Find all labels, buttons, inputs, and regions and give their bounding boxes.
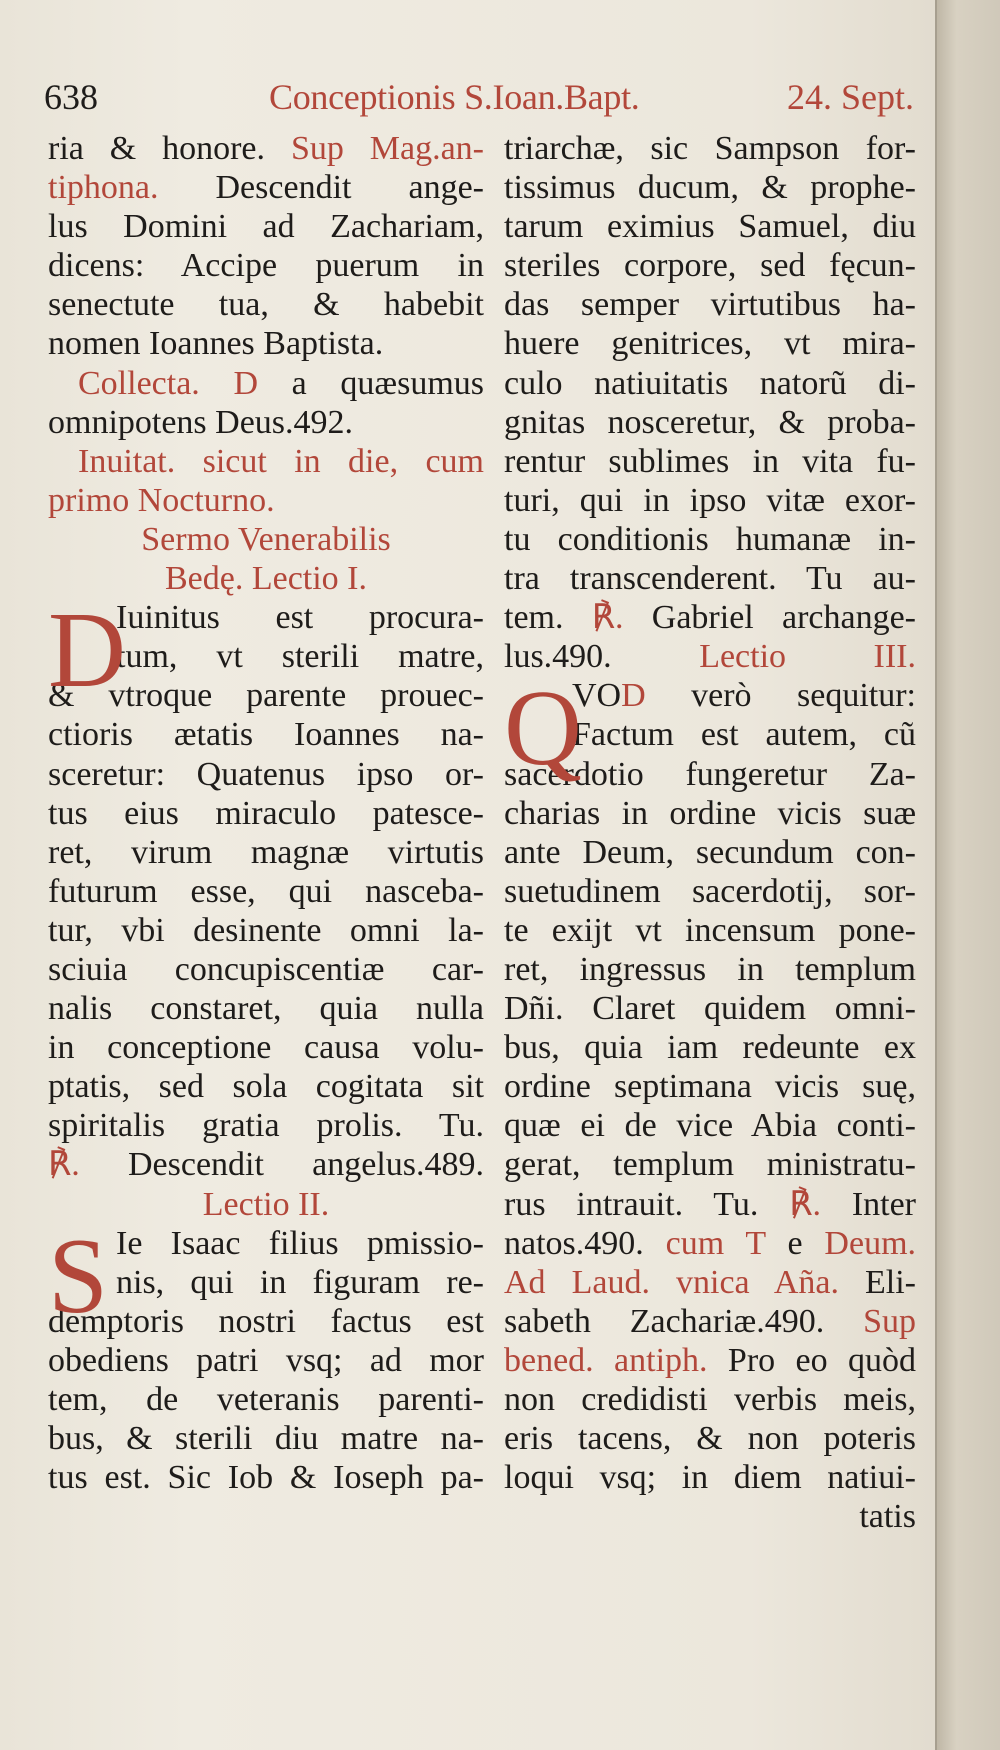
text-line: non credidisti verbis meis,: [504, 1381, 916, 1418]
text-line: turi, qui in ipso vitæ exor-: [504, 481, 916, 519]
text-line: Dñi. Claret quidem omni-: [504, 990, 916, 1028]
text-line: Ie Isaac filius pmissio-: [116, 1224, 484, 1262]
text-line: ordine septimana vicis suę,: [504, 1068, 916, 1106]
lectio-3-block: [504, 669, 917, 1537]
text-line: sacerdotio fungeretur Za-: [504, 755, 916, 793]
page-number: 638: [44, 77, 98, 117]
text-line: rus intrauit. Tu. ℟. Inter: [504, 1185, 916, 1223]
rubric-line: Inuitat. sicut in die, cum: [78, 442, 484, 480]
left-column: [48, 130, 484, 1498]
text-line: eris tacens, & non poteris: [504, 1420, 916, 1458]
rubric-line: Ad Laud. vnica Aña. Eli-: [504, 1263, 917, 1301]
text-line: senectute tua, & habebit: [48, 286, 484, 324]
text-line: VOD verò sequitur:: [572, 677, 916, 715]
text-line: das semper virtutibus ha-: [504, 286, 916, 324]
text-line: tarum eximius Samuel, diu: [504, 208, 916, 246]
text-line: demptoris nostri factus est: [48, 1302, 484, 1340]
text-line: steriles corpore, sed fęcun-: [504, 247, 916, 285]
text-line: lus Domini ad Zachariam,: [48, 208, 484, 246]
text-line: loqui vsq; in diem natiui-: [504, 1459, 916, 1497]
text-line: sciuia concupiscentiæ car-: [48, 950, 484, 988]
text-line: ptatis, sed sola cogitata sit: [48, 1068, 484, 1106]
lectio-heading: Bedę. Lectio I.: [164, 560, 368, 598]
text-line: ctioris ætatis Ioannes na-: [48, 716, 484, 754]
text-line: Iuinitus est procura-: [116, 599, 484, 637]
lectio-1-block: [48, 591, 484, 1185]
text-line: omnipotens Deus.492.: [48, 403, 354, 441]
sermon-heading: Sermo Venerabilis: [141, 520, 391, 558]
lectio-heading: Lectio II.: [202, 1185, 330, 1223]
text-line: & vtroque parente prouec-: [48, 677, 484, 715]
text-line: ℟. Descendit angelus.489.: [48, 1146, 484, 1184]
text-line: tum, vt sterili matre,: [116, 638, 484, 676]
text-line: gnitas nosceretur, & proba-: [504, 403, 916, 441]
rubric-line: primo Nocturno.: [48, 481, 275, 519]
text-line: spiritalis gratia prolis. Tu.: [48, 1107, 484, 1145]
text-line: gerat, templum ministratu-: [504, 1146, 916, 1184]
running-title: Conceptionis S.Ioan.Bapt.: [269, 77, 640, 117]
rubric-line: Collecta. D a quæsumus: [78, 364, 485, 402]
text-line: quæ ei de vice Abia conti-: [504, 1107, 916, 1145]
text-line: ante Deum, secundum con-: [504, 833, 916, 871]
text-line: tus eius miraculo patesce-: [48, 794, 484, 832]
text-line: triarchæ, sic Sampson for-: [504, 130, 916, 167]
text-line: tra transcenderent. Tu au-: [504, 560, 916, 598]
text-line: sceretur: Quatenus ipso or-: [48, 755, 484, 793]
catchword: tatis: [859, 1498, 916, 1536]
text-line: sabeth Zachariæ.490. Sup: [504, 1302, 916, 1340]
text-line: Factum est autem, cũ: [572, 716, 916, 754]
text-line: tu conditionis humanæ in-: [504, 520, 916, 558]
text-line: dicens: Accipe puerum in: [48, 247, 484, 285]
text-line: in conceptione causa volu-: [48, 1029, 484, 1067]
right-column: [504, 130, 916, 1537]
text-line: tissimus ducum, & prophe-: [504, 169, 916, 207]
text-line: charias in ordine vicis suæ: [504, 794, 916, 832]
text-line: futurum esse, qui nascebа-: [48, 872, 484, 910]
text-line: nis, qui in figuram re-: [116, 1263, 484, 1301]
text-line: culo natiuitatis natorũ di-: [504, 364, 916, 402]
text-line: tem, de veteranis parenti-: [48, 1381, 484, 1418]
facing-page-edge: [935, 0, 1000, 1750]
text-line: ret, ingressus in templum: [504, 950, 916, 988]
text-line: bus, quia iam redeunte ex: [504, 1029, 916, 1067]
text-line: rentur sublimes in vita fu-: [504, 442, 916, 480]
text-line: tur, vbi desinente omni la-: [48, 911, 484, 949]
text-line: te exijt vt incensum pone-: [504, 911, 916, 949]
drop-cap: D: [48, 591, 126, 711]
text-line: tiphona. Descendit ange-: [48, 169, 484, 207]
feast-date: 24. Sept.: [786, 77, 914, 117]
text-line: lus.490. Lectio III.: [504, 638, 916, 676]
text-line: nomen Ioannes Baptista.: [48, 325, 384, 363]
text-line: ret, virum magnæ virtutis: [48, 833, 484, 871]
text-line: natos.490. cum T e Deum.: [504, 1224, 917, 1262]
text-line: ria & honore. Sup Mag.an-: [48, 130, 484, 167]
rubric-line: bened. antiph. Pro eo quòd: [504, 1341, 916, 1379]
text-line: tem. ℟. Gabriel archange-: [504, 599, 916, 637]
text-line: nalis constaret, quia nulla: [48, 990, 484, 1028]
text-line: tus est. Sic Iob & Ioseph pa-: [48, 1459, 484, 1497]
drop-cap: S: [48, 1216, 109, 1336]
drop-cap: Q: [504, 669, 582, 789]
lectio-2-block: [48, 1216, 484, 1498]
text-line: obediens patri vsq; ad mor: [48, 1341, 484, 1379]
text-line: huere genitrices, vt mira-: [504, 325, 916, 363]
text-line: suetudinem sacerdotij, sor-: [504, 872, 916, 910]
text-line: bus, & sterili diu matre na-: [48, 1420, 484, 1458]
running-header: [44, 76, 914, 126]
